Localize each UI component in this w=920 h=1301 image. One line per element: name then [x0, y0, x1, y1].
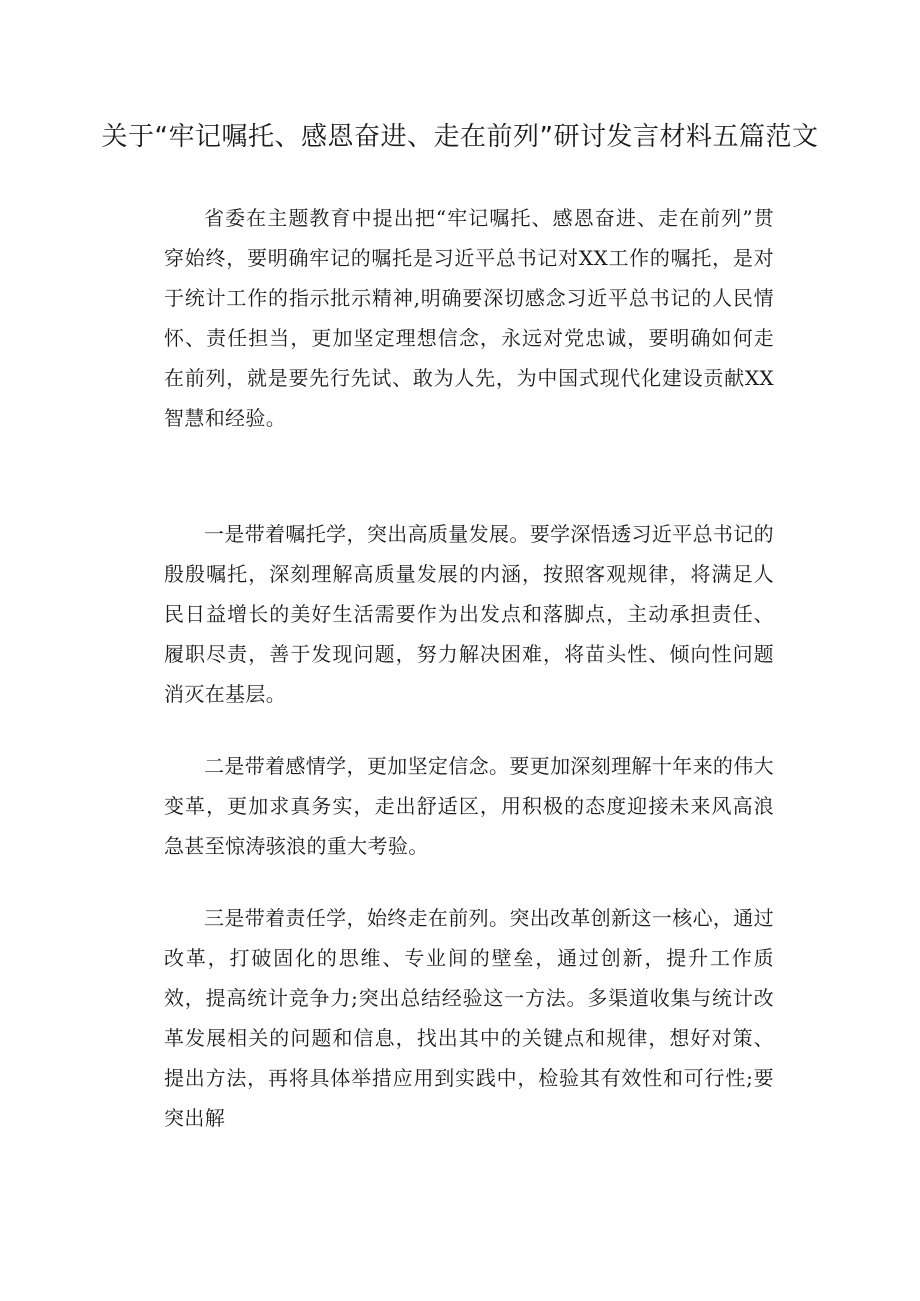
paragraph-intro: 省委在主题教育中提出把“牢记嘱托、感恩奋进、走在前列”贯穿始终，要明确牢记的嘱托是习近平总书记对XX工作的嘱托，是对于统计工作的指示批示精神,明确要深切感念习近平总书记的人民情怀、责任担当，更加坚定理想信念，永远对党忠诚，要明确如何走在前列，就是要先行先试、敢为人先，为中国式现代化建设贡献XX智慧和经验。	[164, 206, 774, 430]
paragraph-point-one: 一是带着嘱托学，突出高质量发展。要学深悟透习近平总书记的殷殷嘱托，深刻理解高质量发展的内涵，按照客观规律，将满足人民日益增长的美好生活需要作为出发点和落脚点，主动承担责任、履职尽责，善于发现问题，努力解决困难，将苗头性、倾向性问题消灭在基层。	[164, 522, 774, 706]
paragraph-point-two: 二是带着感情学，更加坚定信念。要更加深刻理解十年来的伟大变革，更加求真务实，走出舒适区，用积极的态度迎接未来风高浪急甚至惊涛骇浪的重大考验。	[164, 754, 774, 858]
paragraph-point-three: 三是带着责任学，始终走在前列。突出改革创新这一核心，通过改革，打破固化的思维、专业间的壁垒，通过创新，提升工作质效，提高统计竞争力;突出总结经验这一方法。多渠道收集与统计改革发展相关的问题和信息，找出其中的关键点和规律，想好对策、提出方法，再将具体举措应用到实践中，检验其有效性和可行性;要突出解	[164, 906, 774, 1130]
document-title: 关于“牢记嘱托、感恩奋进、走在前列”研讨发言材料五篇范文	[101, 122, 819, 152]
